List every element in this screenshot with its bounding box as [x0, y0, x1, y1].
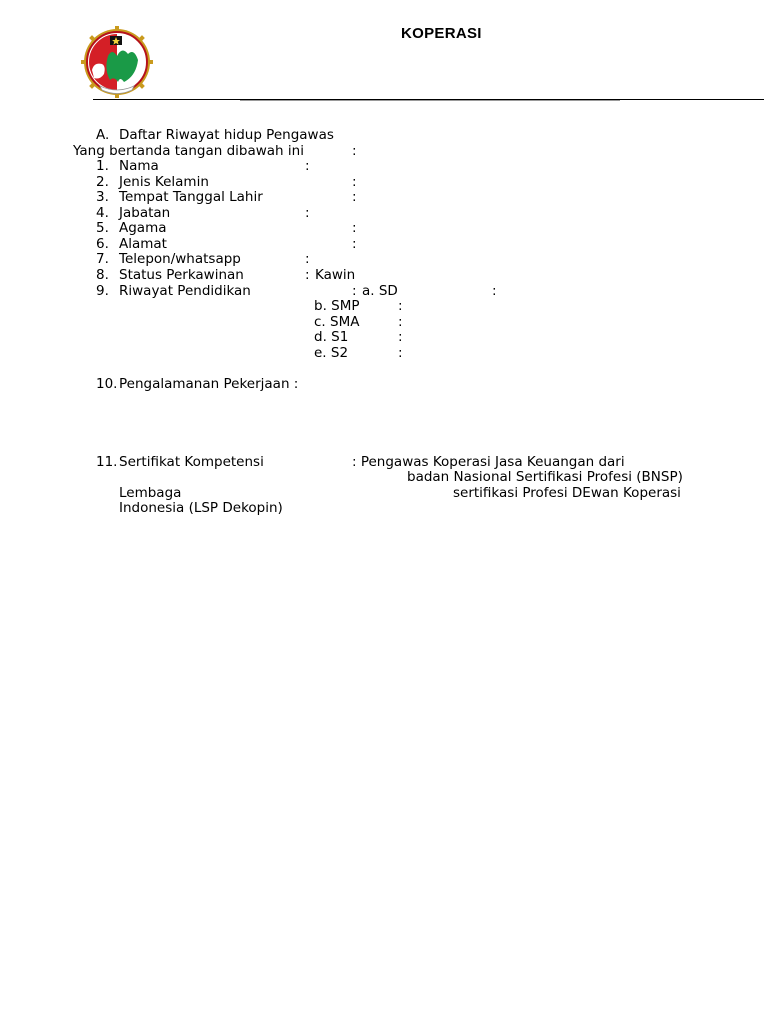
field-label-riwayat-pendidikan: Riwayat Pendidikan	[119, 283, 251, 299]
field-colon: :	[352, 189, 357, 205]
koperasi-logo	[78, 26, 156, 98]
field-label-jenis-kelamin: Jenis Kelamin	[119, 174, 209, 190]
field-number: 10.	[96, 376, 118, 392]
education-level-sma: c. SMA	[314, 314, 360, 330]
intro-text: Yang bertanda tangan dibawah ini	[73, 143, 304, 159]
field-colon: :	[352, 283, 357, 299]
certificate-value-line-2: badan Nasional Sertifikasi Profesi (BNSP)	[407, 469, 683, 485]
field-label-status-perkawinan: Status Perkawinan	[119, 267, 244, 283]
education-level-s2: e. S2	[314, 345, 349, 361]
field-value-status-perkawinan: Kawin	[315, 267, 356, 283]
field-number: 2.	[96, 174, 109, 190]
field-label-sertifikat-kompetensi: Sertifikat Kompetensi	[119, 454, 264, 470]
field-label-pengalaman-pekerjaan: Pengalamanan Pekerjaan :	[119, 376, 299, 392]
field-number: 1.	[96, 158, 109, 174]
field-number: 5.	[96, 220, 109, 236]
field-number: 11.	[96, 454, 118, 470]
field-colon: :	[305, 251, 310, 267]
field-number: 9.	[96, 283, 109, 299]
field-label-jabatan: Jabatan	[119, 205, 171, 221]
section-a-marker: A.	[96, 127, 110, 143]
field-colon: :	[352, 236, 357, 252]
field-colon: :	[352, 220, 357, 236]
education-colon: :	[492, 283, 497, 299]
education-level-sd: a. SD	[362, 283, 398, 299]
field-number: 6.	[96, 236, 109, 252]
certificate-value-line-4: Indonesia (LSP Dekopin)	[119, 500, 283, 516]
header-divider-shadow	[240, 100, 620, 101]
field-colon: :	[305, 158, 310, 174]
field-label-alamat: Alamat	[119, 236, 167, 252]
education-colon: :	[398, 345, 403, 361]
education-level-smp: b. SMP	[314, 298, 360, 314]
education-level-s1: d. S1	[314, 329, 349, 345]
field-number: 3.	[96, 189, 109, 205]
field-label-telepon: Telepon/whatsapp	[119, 251, 241, 267]
field-colon: :	[305, 205, 310, 221]
certificate-value-line-1: : Pengawas Koperasi Jasa Keuangan dari	[352, 454, 625, 470]
certificate-lembaga: Lembaga	[119, 485, 182, 501]
intro-colon: :	[352, 143, 357, 159]
field-colon: :	[305, 267, 310, 283]
field-number: 4.	[96, 205, 109, 221]
field-number: 7.	[96, 251, 109, 267]
field-number: 8.	[96, 267, 109, 283]
education-colon: :	[398, 298, 403, 314]
page-title: KOPERASI	[401, 25, 482, 42]
section-a-heading: Daftar Riwayat hidup Pengawas	[119, 127, 334, 143]
field-label-tempat-tanggal-lahir: Tempat Tanggal Lahir	[119, 189, 263, 205]
education-colon: :	[398, 314, 403, 330]
education-colon: :	[398, 329, 403, 345]
field-label-agama: Agama	[119, 220, 167, 236]
field-colon: :	[352, 174, 357, 190]
field-label-nama: Nama	[119, 158, 159, 174]
certificate-value-line-3: sertifikasi Profesi DEwan Koperasi	[453, 485, 681, 501]
